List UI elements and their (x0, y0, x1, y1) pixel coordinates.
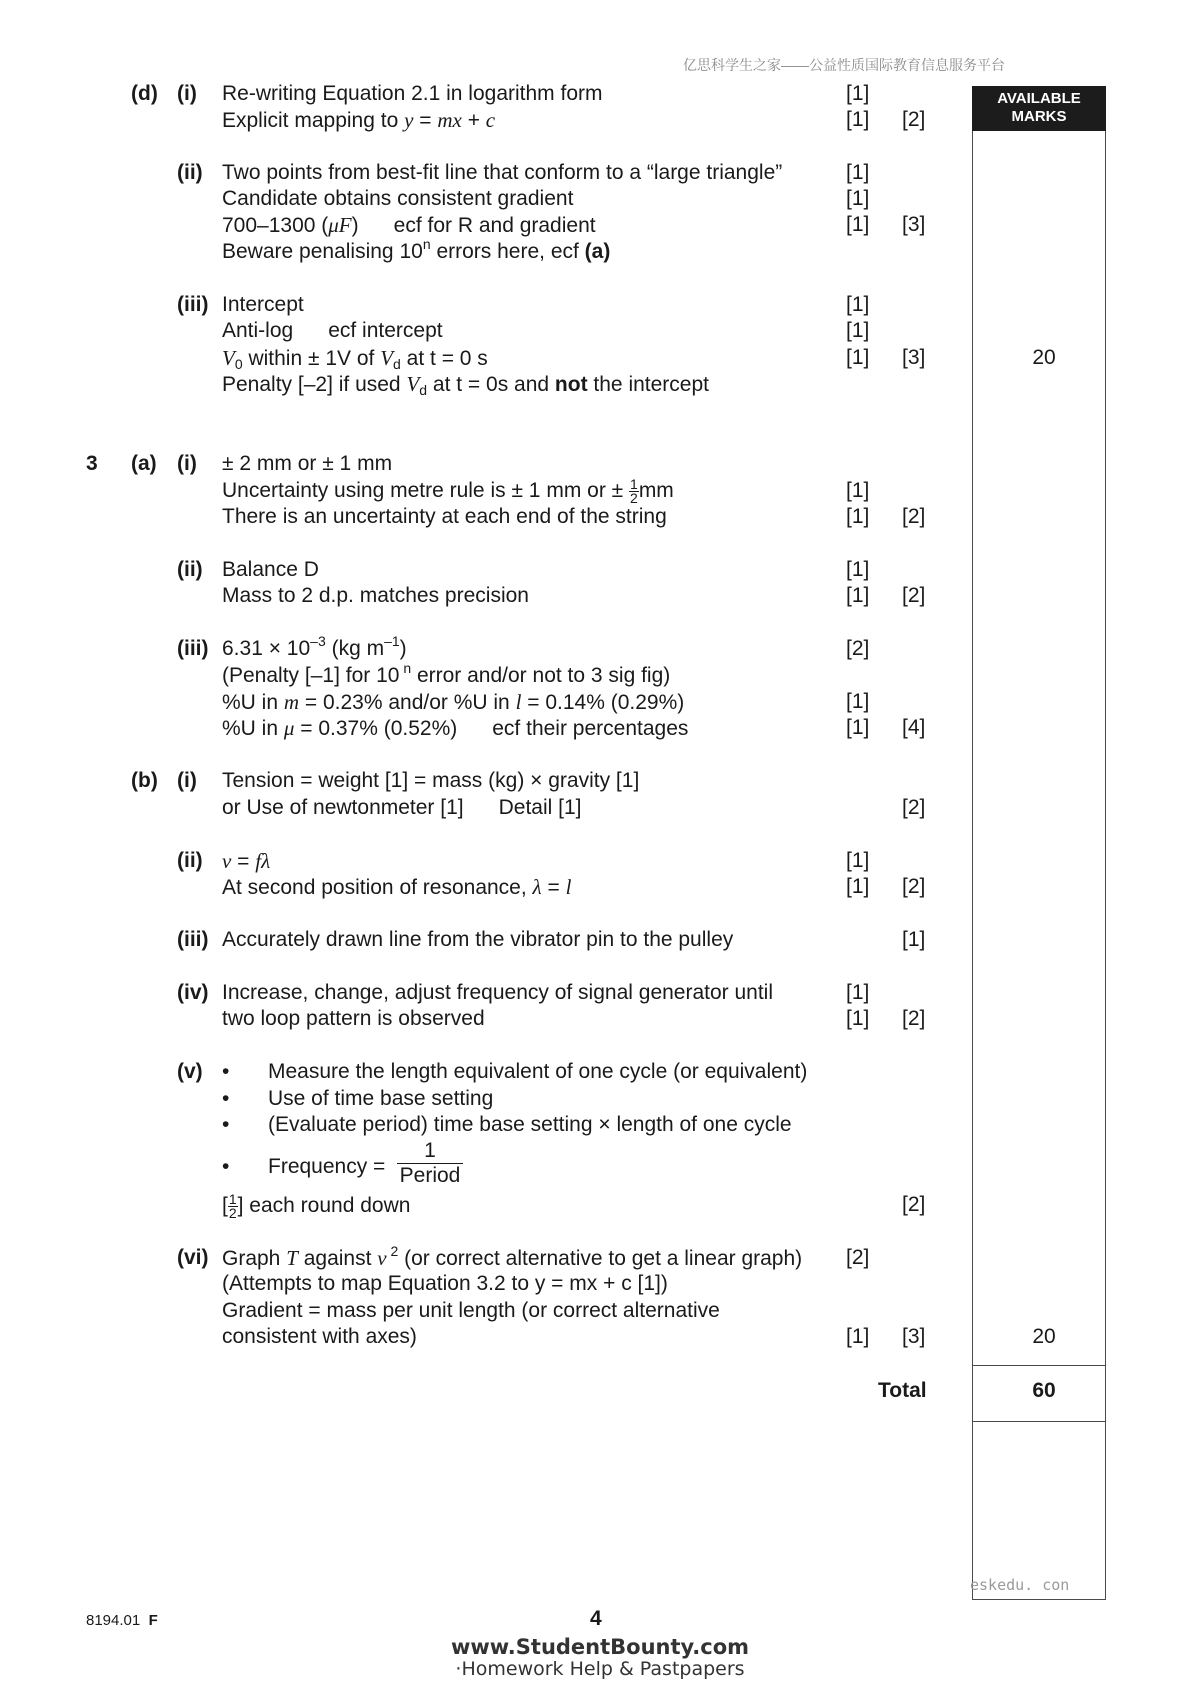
b-v-line5 (222, 1193, 410, 1220)
a-iii-line1-mark: [2] (846, 637, 870, 660)
text: 700–1300 ( (222, 214, 329, 237)
b-i-line1: Tension = weight [1] = mass (kg) × gravity [1] (222, 769, 640, 792)
text: against (297, 1247, 378, 1270)
available-marks-header (972, 86, 1106, 131)
d-iii-total: [3] (902, 346, 926, 369)
text: [ (222, 1194, 228, 1218)
text: = (413, 109, 438, 132)
superscript: n (422, 236, 431, 252)
b-vi-line4: consistent with axes) (222, 1325, 417, 1348)
b-iv-line2-mark: [1] (846, 1007, 870, 1030)
a-ii-line2: Mass to 2 d.p. matches precision (222, 584, 529, 607)
q2-available-marks: 20 (1032, 346, 1056, 369)
math-V: V (380, 346, 394, 370)
text: Penalty [–2] if used (222, 373, 407, 396)
text: ) (399, 637, 407, 660)
fraction-half (228, 1193, 238, 1220)
math-y: y (404, 108, 414, 132)
d-iii-line1-mark: [1] (846, 293, 870, 316)
d-ii-line4 (222, 236, 611, 264)
total-divider-bottom (972, 1421, 1106, 1422)
fraction-half (629, 478, 639, 505)
d-iii-line3-mark: [1] (846, 346, 870, 369)
b-v-total: [2] (902, 1193, 926, 1216)
d-ii-total: [3] (902, 213, 926, 236)
d-iii-line3 (222, 346, 488, 371)
superscript: –1 (384, 633, 400, 649)
denominator: Period (399, 1164, 461, 1187)
text: error and/or not to 3 sig fig) (411, 664, 671, 687)
bullet: • (222, 1087, 230, 1110)
d-ii-line3 (222, 213, 596, 238)
b-ii-line2-mark: [1] (846, 875, 870, 898)
sub-label-a-iii: (iii) (177, 637, 209, 660)
math-c: c (485, 108, 496, 132)
text: = 0.14% (0.29%) (521, 691, 685, 714)
b-ii-line2 (222, 875, 571, 900)
text: %U in (222, 717, 284, 740)
d-iii-line4 (222, 372, 709, 397)
math-mx: mx (437, 108, 462, 132)
b-vi-line4-mark: [1] (846, 1325, 870, 1348)
bold-text: not (554, 373, 588, 396)
sub-label-d-iii: (iii) (177, 293, 209, 316)
b-vi-line1 (222, 1243, 803, 1271)
denominator: 2 (630, 490, 638, 506)
d-iii-line1: Intercept (222, 293, 304, 316)
a-ii-line1-mark: [1] (846, 558, 870, 581)
text: ] each round down (237, 1194, 411, 1218)
d-i-line1-mark: [1] (846, 82, 870, 105)
sub-label-b-iv: (iv) (177, 981, 209, 1004)
text: = (231, 850, 256, 873)
b-ii-line1 (222, 849, 270, 874)
text: (Penalty [–1] for 10 (222, 664, 400, 687)
math-T: T (286, 1246, 298, 1270)
subscript: d (393, 356, 401, 372)
a-iii-total: [4] (902, 716, 926, 739)
math-m: m (283, 690, 300, 714)
text: At second position of resonance, (222, 876, 533, 899)
a-i-line2-mark: [1] (846, 479, 870, 502)
math-l: l (565, 875, 572, 899)
superscript: n (399, 660, 412, 676)
b-v-bullet3: (Evaluate period) time base setting × length of one cycle (268, 1113, 792, 1136)
text: Graph (222, 1247, 287, 1270)
text: = 0.37% (0.52%) ecf their percentages (294, 717, 689, 740)
b-ii-total: [2] (902, 875, 926, 898)
text: Uncertainty using metre rule is ± 1 mm or ± (222, 479, 630, 503)
a-i-total: [2] (902, 505, 926, 528)
a-iii-line3-mark: [1] (846, 690, 870, 713)
b-iii-line1: Accurately drawn line from the vibrator pin to the pulley (222, 928, 734, 951)
a-iii-line4-mark: [1] (846, 716, 870, 739)
math-lambda: λ (532, 875, 542, 899)
text: at t = 0 s (400, 347, 488, 370)
text: at t = 0s and (427, 373, 555, 396)
sub-label-b-vi: (vi) (177, 1246, 209, 1269)
studentbounty-logo: www.StudentBounty.com (450, 1635, 750, 1659)
studentbounty-tagline: ·Homework Help & Pastpapers (455, 1658, 745, 1680)
a-i-line3: There is an uncertainty at each end of the string (222, 505, 667, 528)
math-V: V (406, 372, 420, 396)
text: F (148, 1612, 158, 1629)
sub-label-d-i: (i) (177, 82, 197, 105)
denominator: 2 (228, 1205, 237, 1221)
b-v-bullet1: Measure the length equivalent of one cycle (or equivalent) (268, 1060, 808, 1083)
b-iv-line1: Increase, change, adjust frequency of signal generator until (222, 981, 774, 1004)
sub-label-a-i: (i) (177, 452, 197, 475)
sub-label-d-ii: (ii) (177, 161, 203, 184)
d-i-total: [2] (902, 108, 926, 131)
b-vi-total: [3] (902, 1325, 926, 1348)
b-v-bullet4: Frequency = (268, 1155, 386, 1178)
d-iii-line2-mark: [1] (846, 319, 870, 342)
a-ii-line1: Balance D (222, 558, 319, 581)
bold-text: (a) (584, 240, 611, 263)
part-label-b: (b) (131, 769, 158, 792)
text: ) ecf for R and gradient (351, 214, 596, 237)
total-marks-value: 60 (1032, 1379, 1056, 1402)
a-i-line3-mark: [1] (846, 505, 870, 528)
text: + (461, 109, 486, 132)
a-iii-line4 (222, 716, 688, 741)
math-mu: μ (283, 716, 295, 740)
b-vi-line3: Gradient = mass per unit length (or correct alternative (222, 1299, 720, 1322)
math-v: v (377, 1246, 387, 1270)
b-vi-line2: (Attempts to map Equation 3.2 to y = mx + c [1]) (222, 1272, 668, 1295)
page-number: 4 (590, 1607, 602, 1630)
numerator: 1 (228, 1191, 237, 1207)
fraction-one-over-period (397, 1139, 463, 1188)
d-i-line2-mark: [1] (846, 108, 870, 131)
numerator: 1 (630, 476, 638, 492)
text: Explicit mapping to (222, 109, 405, 132)
d-ii-line2-mark: [1] (846, 187, 870, 210)
superscript: 2 (386, 1243, 399, 1259)
text: Beware penalising 10 (222, 240, 423, 263)
subscript: 0 (234, 356, 243, 372)
part-label-a: (a) (131, 452, 157, 475)
a-iii-line3 (222, 690, 684, 715)
text: 8194.01 (86, 1612, 141, 1629)
side-watermark: eskedu. con (970, 1576, 1070, 1594)
paper-code (86, 1612, 158, 1629)
text: 6.31 × 10 (222, 637, 311, 660)
sub-label-a-ii: (ii) (177, 558, 203, 581)
bullet: • (222, 1060, 230, 1083)
b-v-bullet2: Use of time base setting (268, 1087, 494, 1110)
q3-available-marks: 20 (1032, 1325, 1056, 1348)
sub-label-b-v: (v) (177, 1060, 203, 1083)
total-divider-top (972, 1365, 1106, 1366)
b-iv-total: [2] (902, 1007, 926, 1030)
available-marks-column (972, 86, 1106, 1600)
header-watermark: 亿思科学生之家——公益性质国际教育信息服务平台 (683, 57, 1005, 73)
a-ii-line2-mark: [1] (846, 584, 870, 607)
sub-label-b-iii: (iii) (177, 928, 209, 951)
text: errors here, ecf (430, 240, 585, 263)
b-iii-total: [1] (902, 928, 926, 951)
math-muF: μF (328, 213, 352, 237)
d-ii-line2: Candidate obtains consistent gradient (222, 187, 574, 210)
text: within ± 1V of (242, 347, 381, 370)
text: %U in (222, 691, 284, 714)
text: (or correct alternative to get a linear graph) (398, 1247, 803, 1270)
b-i-total: [2] (902, 796, 926, 819)
a-i-line2 (222, 478, 674, 505)
text: = (541, 876, 566, 899)
question-number-3: 3 (86, 452, 98, 475)
b-ii-line1-mark: [1] (846, 849, 870, 872)
d-i-line1: Re-writing Equation 2.1 in logarithm form (222, 82, 603, 105)
b-vi-line1-mark: [2] (846, 1246, 870, 1269)
a-i-line1: ± 2 mm or ± 1 mm (222, 452, 393, 475)
numerator: 1 (397, 1139, 463, 1164)
bullet: • (222, 1155, 230, 1178)
bullet: • (222, 1113, 230, 1136)
math-v: v (222, 849, 232, 873)
math-V: V (222, 346, 235, 370)
total-label: Total (878, 1379, 927, 1402)
a-iii-line1 (222, 633, 407, 661)
b-i-line2: or Use of newtonmeter [1] Detail [1] (222, 796, 582, 819)
a-iii-line2 (222, 660, 671, 688)
text: (kg m (325, 637, 385, 660)
d-ii-line1-mark: [1] (846, 161, 870, 184)
b-iv-line1-mark: [1] (846, 981, 870, 1004)
a-ii-total: [2] (902, 584, 926, 607)
available-marks-title-1: AVAILABLE (997, 90, 1081, 107)
d-ii-line1: Two points from best-fit line that conform to a “large triangle” (222, 161, 783, 184)
b-iv-line2: two loop pattern is observed (222, 1007, 485, 1030)
sub-label-b-i: (i) (177, 769, 197, 792)
text: mm (638, 479, 674, 503)
subscript: d (419, 382, 428, 398)
math-f-lambda: fλ (255, 849, 271, 873)
superscript: –3 (310, 633, 326, 649)
d-i-line2 (222, 108, 495, 133)
text: the intercept (587, 373, 709, 396)
d-iii-line2: Anti-log ecf intercept (222, 319, 443, 342)
text: = 0.23% and/or %U in (299, 691, 516, 714)
sub-label-b-ii: (ii) (177, 849, 203, 872)
d-ii-line3-mark: [1] (846, 213, 870, 236)
part-label-d: (d) (131, 82, 158, 105)
math-l: l (515, 690, 522, 714)
available-marks-title-2: MARKS (1011, 108, 1067, 125)
